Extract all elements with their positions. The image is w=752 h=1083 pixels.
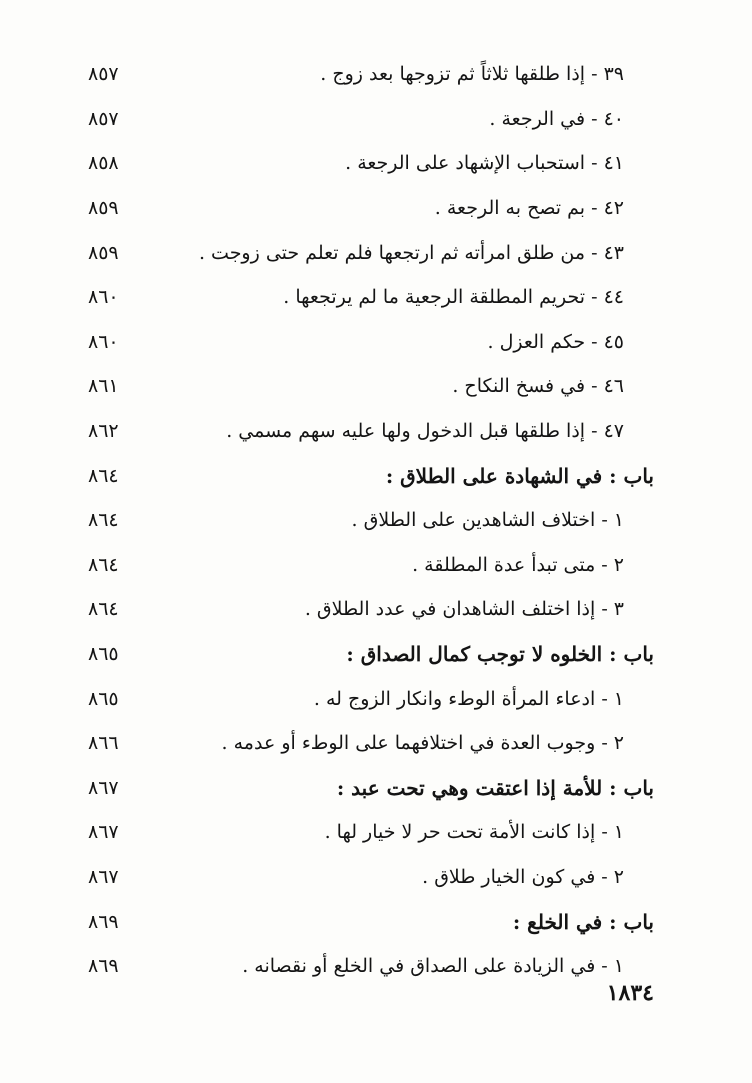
toc-entry-page: ٨٦٤ [88, 553, 119, 576]
toc-entry-page: ٨٦٤ [88, 598, 119, 621]
toc-entry-page: ٨٦٦ [88, 732, 119, 755]
table-of-contents [88, 52, 654, 988]
toc-entry-page: ٨٦٧ [88, 865, 119, 888]
toc-section-heading [88, 899, 654, 944]
toc-entry-page: ٨٦٩ [88, 910, 119, 933]
toc-entry-title: ٣٩ - إذا طلقها ثلاثاً ثم تزوجها بعد زوج . [320, 63, 624, 86]
toc-entry-page: ٨٦٢ [88, 420, 119, 443]
toc-section-heading [88, 453, 654, 498]
toc-entry-page: ٨٦١ [88, 375, 119, 398]
toc-entry-title: ١ - إذا كانت الأمة تحت حر لا خيار لها . [324, 821, 624, 844]
toc-entry [88, 97, 654, 142]
toc-entry-title: ٢ - وجوب العدة في اختلافهما على الوطء أو عدمه . [221, 732, 624, 755]
toc-entry-title: ٢ - في كون الخيار طلاق . [422, 865, 624, 888]
toc-entry-title: ٤٧ - إذا طلقها قبل الدخول ولها عليه سهم مسمي . [226, 420, 624, 443]
toc-entry-page: ٨٦٤ [88, 509, 119, 532]
toc-entry-page: ٨٥٧ [88, 107, 119, 130]
toc-entry-title: ٤٣ - من طلق امرأته ثم ارتجعها فلم تعلم حتى زوجت . [198, 241, 624, 264]
toc-entry-page: ٨٥٩ [88, 241, 119, 264]
toc-entry-title: ١ - ادعاء المرأة الوطء وانكار الزوج له . [313, 687, 624, 710]
toc-entry-page: ٨٥٨ [88, 152, 119, 175]
toc-entry [88, 855, 654, 900]
toc-entry [88, 498, 654, 543]
toc-entry [88, 587, 654, 632]
toc-entry-page: ٨٦٩ [88, 955, 119, 978]
toc-entry [88, 320, 654, 365]
toc-entry-page: ٨٦٧ [88, 776, 119, 799]
toc-entry-page: ٨٥٧ [88, 63, 119, 86]
toc-entry-page: ٨٦٧ [88, 821, 119, 844]
toc-section-title: باب : في الشهادة على الطلاق : [385, 463, 654, 488]
toc-entry-title: ١ - في الزيادة على الصداق في الخلع أو نقصانه . [242, 955, 624, 978]
toc-entry-page: ٨٥٩ [88, 197, 119, 220]
toc-entry [88, 52, 654, 97]
toc-entry-page: ٨٦٥ [88, 687, 119, 710]
toc-entry-page: ٨٦٠ [88, 286, 119, 309]
toc-entry [88, 409, 654, 454]
toc-entry-title: ٤٤ - تحريم المطلقة الرجعية ما لم يرتجعها . [283, 286, 624, 309]
toc-entry-title: ٤٥ - حكم العزل . [487, 330, 624, 353]
toc-entry-page: ٨٦٤ [88, 464, 119, 487]
toc-entry-title: ٤٠ - في الرجعة . [489, 107, 624, 130]
page-number: ١٨٣٤ [606, 980, 654, 1006]
toc-entry-page: ٨٦٠ [88, 330, 119, 353]
toc-entry [88, 676, 654, 721]
toc-section-title: باب : في الخلع : [512, 909, 654, 934]
toc-section-heading [88, 632, 654, 677]
toc-section-title: باب : للأمة إذا اعتقت وهي تحت عبد : [336, 775, 654, 800]
toc-entry [88, 275, 654, 320]
toc-entry [88, 364, 654, 409]
toc-entry [88, 721, 654, 766]
toc-entry-title: ٢ - متى تبدأ عدة المطلقة . [412, 553, 624, 576]
toc-entry-title: ٤٢ - بم تصح به الرجعة . [434, 197, 624, 220]
toc-entry [88, 810, 654, 855]
toc-entry-title: ٤٦ - في فسخ النكاح . [452, 375, 624, 398]
toc-entry-page: ٨٦٥ [88, 643, 119, 666]
toc-entry-title: ١ - اختلاف الشاهدين على الطلاق . [351, 509, 624, 532]
toc-section-title: باب : الخلوه لا توجب كمال الصداق : [346, 642, 654, 667]
toc-entry [88, 543, 654, 588]
toc-entry-title: ٤١ - استحباب الإشهاد على الرجعة . [345, 152, 624, 175]
toc-entry-title: ٣ - إذا اختلف الشاهدان في عدد الطلاق . [304, 598, 624, 621]
toc-entry [88, 186, 654, 231]
toc-entry [88, 230, 654, 275]
toc-section-heading [88, 766, 654, 811]
toc-entry [88, 141, 654, 186]
